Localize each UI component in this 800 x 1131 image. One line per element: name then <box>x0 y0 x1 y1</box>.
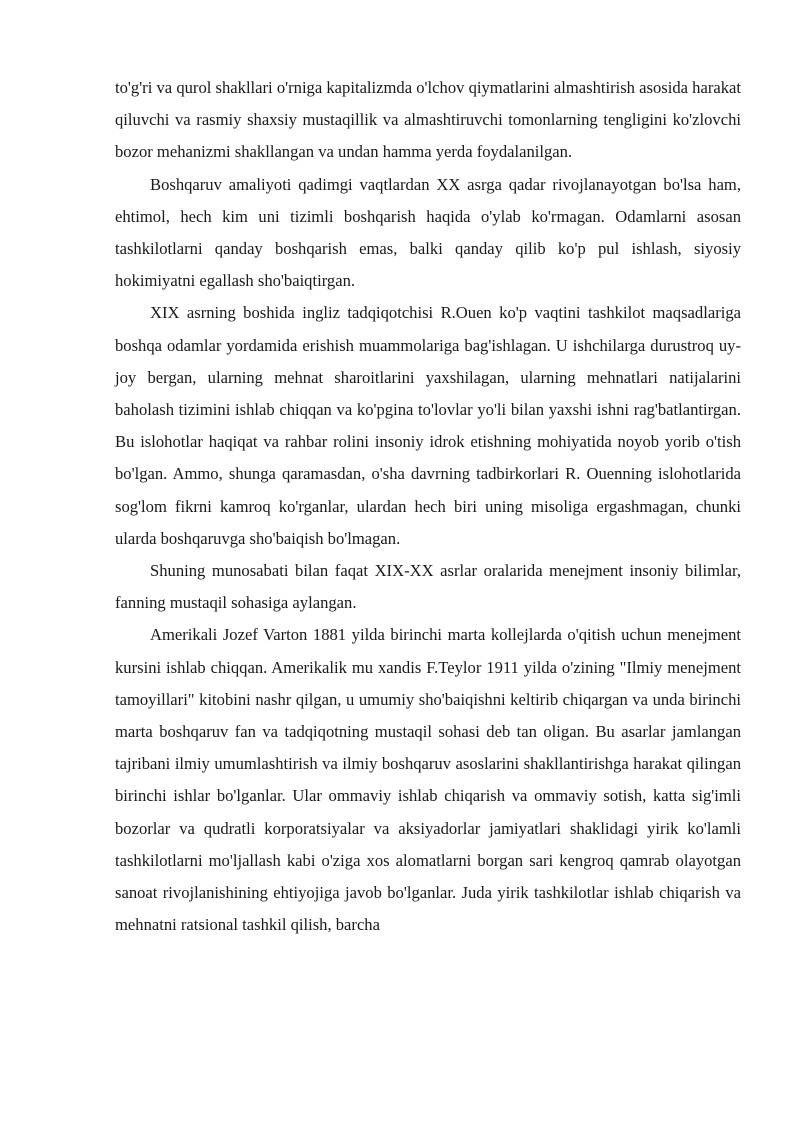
paragraph-5: Amerikali Jozef Varton 1881 yilda birinchi marta kollejlarda o'qitish uchun menejment kursini ishlab chiqqan. Amerikalik mu xandis F.Teylor 1911 yilda o'zining "Ilmiy menejment tamoyillari" kitobini nashr qilgan, u umumiy sho'baiqishni keltirib chiqargan va unda birinchi marta boshqaruv fan va tadqiqotning mustaqil sohasi deb tan oligan. Bu asarlar jamlangan tajribani ilmiy umumlashtirish va ilmiy boshqaruv asoslarini shakllantirishga harakat qilingan birinchi ishlar bo'lganlar. Ular ommaviy ishlab chiqarish va ommaviy sotish, katta sig'imli bozorlar va qudratli korporatsiyalar va aksiyadorlar jamiyatlari shaklidagi yirik ko'lamli tashkilotlarni mo'ljallash kabi o'ziga xos alomatlarni borgan sari kengroq qamrab olayotgan sanoat rivojlanishining ehtiyojiga javob bo'lganlar. Juda yirik tashkilotlar ishlab chiqarish va mehnatni ratsional tashkil qilish, barcha <box>115 625 741 935</box>
paragraph-3: XIX asrning boshida ingliz tadqiqotchisi R.Ouen ko'p vaqtini tashkilot maqsadlariga boshqa odamlar yordamida erishish muammolariga bag'ishlagan. U ishchilarga durustroq uy-joy bergan, ularning mehnat sharoitlarini yaxshilagan, ularning mehnatlari natijalarini baholash tizimini ishlab chiqqan va ko'pgina to'lovlar yo'li bilan yaxshi ishni rag'batlantirgan. Bu islohotlar haqiqat va rahbar rolini insoniy idrok etishning mohiyatida noyob yorib o'tish bo'lgan. Ammo, shunga qaramasdan, o'sha davrning tadbirkorlari R. Ouenning islohotlarida sog'lom fikrni kamroq ko'rganlar, ulardan hech biri uning misoliga ergashmagan, chunki ularda boshqaruvga sho'baiqish bo'lmagan. <box>115 303 741 548</box>
document-page <box>115 72 741 941</box>
paragraph-1: to'g'ri va qurol shakllari o'rniga kapitalizmda o'lchov qiymatlarini almashtirish asosida harakat qiluvchi va rasmiy shaxsiy mustaqillik va almashtiruvchi tomonlarning tengligini ko'zlovchi bozor mehanizmi shakllangan va undan hamma yerda foydalanilgan. <box>115 78 741 162</box>
paragraph-2: Boshqaruv amaliyoti qadimgi vaqtlardan XX asrga qadar rivojlanayotgan bo'lsa ham, ehtimol, hech kim uni tizimli boshqarish haqida o'ylab ko'rmagan. Odamlarni asosan tashkilotlarni qanday boshqarish emas, balki qanday qilib ko'p pul ishlash, siyosiy hokimiyatni egallash sho'baiqtirgan. <box>115 174 741 291</box>
paragraph-4: Shuning munosabati bilan faqat XIX-XX asrlar oralarida menejment insoniy bilimlar, fanning mustaqil sohasiga aylangan. <box>115 561 741 613</box>
